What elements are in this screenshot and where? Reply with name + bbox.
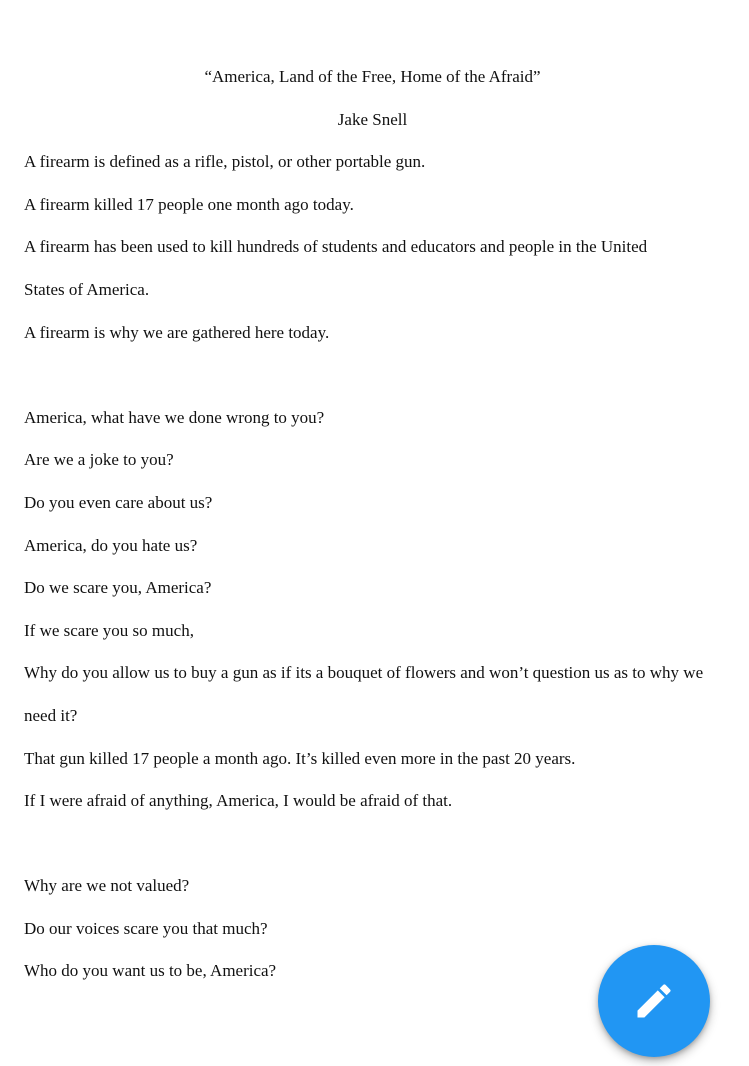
- document-body: [24, 56, 724, 993]
- paragraph: Why are we not valued?: [24, 876, 190, 896]
- paragraph: America, do you hate us?: [24, 535, 198, 555]
- paragraph: Who do you want us to be, America?: [24, 961, 277, 981]
- paragraph: Are we a joke to you?: [24, 450, 174, 470]
- paragraph: Do we scare you, America?: [24, 578, 212, 598]
- paragraph: A firearm killed 17 people one month ago today.: [24, 194, 354, 214]
- edit-fab-button[interactable]: [598, 945, 710, 1057]
- paragraph: That gun killed 17 people a month ago. It’s killed even more in the past 20 years.: [24, 748, 576, 768]
- paragraph: A firearm is why we are gathered here today.: [24, 322, 330, 342]
- paragraph: If we scare you so much,: [24, 620, 194, 640]
- blank-line: [24, 354, 724, 397]
- paragraph: Do you even care about us?: [24, 492, 213, 512]
- document-author: Jake Snell: [337, 109, 408, 129]
- document-title: “America, Land of the Free, Home of the Afraid”: [204, 67, 541, 86]
- paragraph: If I were afraid of anything, America, I would be afraid of that.: [24, 791, 453, 811]
- edit-pencil-icon: [632, 979, 676, 1023]
- paragraph: A firearm has been used to kill hundreds of students and educators and people in the United States of America.: [24, 237, 648, 299]
- paragraph: America, what have we done wrong to you?: [24, 407, 325, 427]
- paragraph: A firearm is defined as a rifle, pistol, or other portable gun.: [24, 152, 426, 172]
- blank-line: [24, 823, 724, 866]
- paragraph: Why do you allow us to buy a gun as if its a bouquet of flowers and won’t question us as to why we need it?: [24, 663, 704, 725]
- paragraph: Do our voices scare you that much?: [24, 918, 268, 938]
